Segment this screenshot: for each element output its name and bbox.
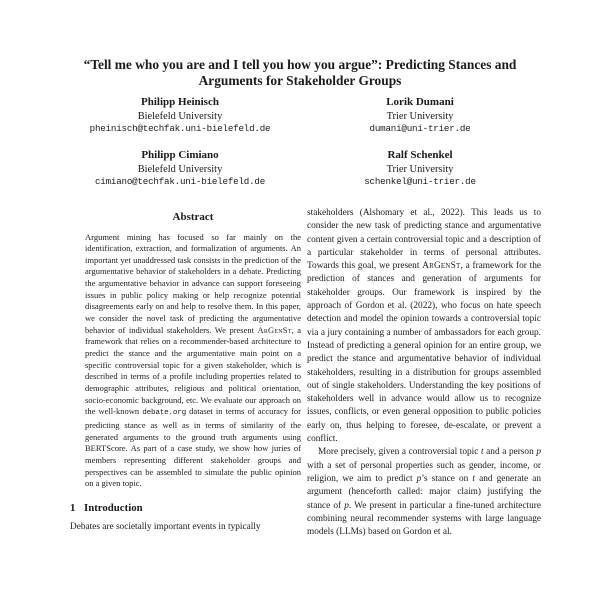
author-block (300, 149, 540, 188)
author-block (300, 96, 540, 135)
section-number: 1 (70, 501, 76, 514)
abstract-section (85, 211, 301, 490)
introduction-first-line: Debates are societally important events in typically (70, 521, 261, 532)
intro-continuation-paragraph: stakeholders (Alshomary et al., 2022). This leads us to consider the new task of predicting stance and argumentative content given a certain controversial topic and a description of a particular stakeholder in terms of personal attributes. Towards this goal, we present ArGenSt, a framework for the prediction of stances and generation of arguments for stakeholder groups. Our framework is inspired by the approach of Gordon et al. (2022), who focus on hate speech detection and model the opinion towards a controversial topic via a jury containing a number of ambassadors for each group. Instead of predicting a general opinion for an entire group, we predict the stance and argumentative behavior of individual stakeholders, resulting in a distribution for groups assembled out of single stakeholders. Understanding the key positions of stakeholders well in advance would allow us to recognize issues, conflicts, or even general opposition to public policies early on, thus helping to foresee, de-escalate, or prevent a conflict. (307, 208, 542, 445)
author-name: Ralf Schenkel (387, 149, 453, 161)
left-column (70, 211, 304, 534)
right-column (307, 207, 541, 539)
author-email: pheinisch@techfak.uni-bielefeld.de (89, 122, 271, 134)
section-title: Introduction (84, 501, 143, 514)
author-affiliation: Bielefeld University (137, 110, 223, 122)
abstract-heading: Abstract (172, 211, 214, 223)
intro-second-paragraph: More precisely, given a controversial topic t and a person p with a set of personal properties such as gender, income, or religion, we aim to predict p’s stance on t and generate an argument (henceforth called: major claim) justifying the stance of p. We present in particular a fine-tuned architecture combining neural recommender systems with large language models (LLMs) based on Gordon et al. (307, 447, 542, 538)
author-email: schenkel@uni-trier.de (364, 175, 476, 187)
author-list (60, 96, 540, 202)
introduction-heading (70, 502, 304, 514)
paper-title: “Tell me who you are and I tell you how you argue”: Predicting Stances and Arguments for Stakeholder Groups (83, 57, 517, 88)
author-affiliation: Trier University (386, 110, 454, 122)
author-name: Philipp Cimiano (141, 149, 219, 161)
author-affiliation: Bielefeld University (137, 163, 223, 175)
author-block (60, 149, 300, 188)
abstract-text: Argument mining has focused so far mainly on the identification, extraction, and formalization of arguments. An important yet unaddressed task consists in the prediction of the argumentative behavior of stakeholders in a debate. Predicting the argumentative behavior in advance can support foreseeing issues in public policy making or help recognize potential disagreements early on and help to resolve them. In this paper, we consider the novel task of predicting the argumentative behavior of individual stakeholders. We present ArGenSt, a framework that relies on a recommender-based architecture to predict the stance and the argumentative main point on a specific controversial topic for a given stakeholder, which is described in terms of a profile including properties related to demographic attributes, religious and political orientation, socio-economic background, etc. We evaluate our approach on the well-known debate.org dataset in terms of accuracy for predicting stance as well as in terms of similarity of the generated arguments to the ground truth arguments using BERTScore. As part of a case study, we show how juries of members representing different stakeholder groups and perspectives can be assembled to simulate the public opinion on a given topic. (85, 231, 301, 489)
author-affiliation: Trier University (386, 163, 454, 175)
author-name: Philipp Heinisch (141, 96, 219, 108)
author-email: cimiano@techfak.uni-bielefeld.de (94, 175, 266, 187)
author-name: Lorik Dumani (386, 96, 454, 108)
author-block (60, 96, 300, 135)
author-email: dumani@uni-trier.de (369, 122, 471, 134)
